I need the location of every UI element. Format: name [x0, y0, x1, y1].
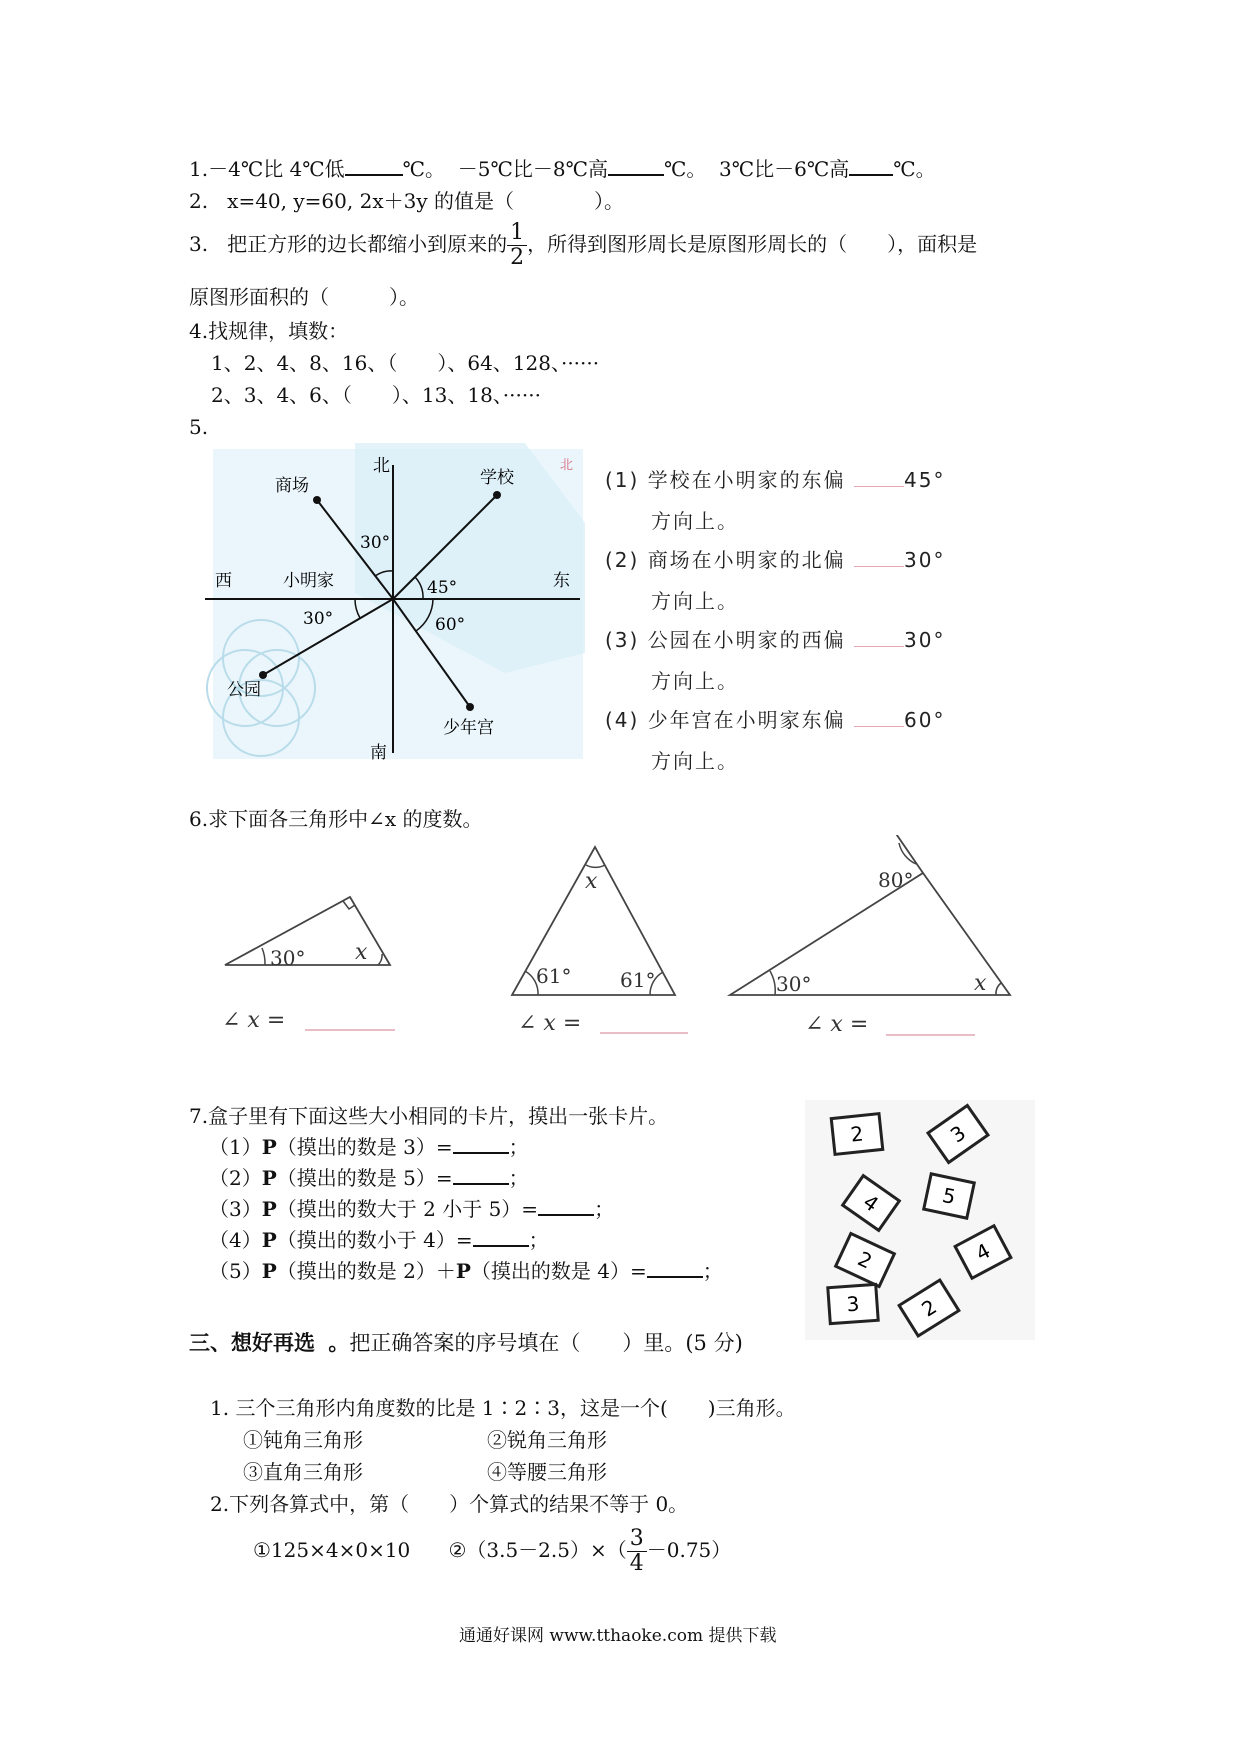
q7-item-3-num: （3）: [209, 1197, 262, 1221]
triangle-3-arc-top: [899, 843, 916, 864]
q3-fraction-num: 1: [507, 221, 527, 246]
map-home-label: 小明家: [283, 571, 334, 591]
s3q2-option-2b: －0.75）: [646, 1538, 732, 1562]
q3-number: 3.: [189, 232, 209, 256]
q5-item-1-text2: 方向上。: [651, 509, 739, 533]
park-point: [259, 671, 267, 679]
triangle-3-angle-top: 80°: [878, 868, 914, 892]
s3q2-fraction-den: 4: [629, 1551, 644, 1576]
triangle-3-x-label: x: [974, 971, 987, 996]
q5-item-2-text: (2) 商场在小明家的北偏: [605, 548, 846, 572]
map-angle-45: 45°: [427, 578, 458, 598]
q1-part-b: －5℃比－8℃高: [457, 157, 608, 181]
q7-title: 7.盒子里有下面这些大小相同的卡片，摸出一张卡片。: [189, 1104, 669, 1128]
triangle-2-x-label: x: [585, 869, 598, 894]
s3q1-option-4: ④等腰三角形: [487, 1460, 607, 1484]
map-north-label: 北: [373, 456, 390, 476]
triangle-2-angle-left: 61°: [536, 964, 572, 988]
q7-item-5-p2: P: [455, 1259, 471, 1283]
q5-item-4-text2: 方向上。: [651, 749, 739, 773]
map-angle-30-left: 30°: [303, 609, 334, 629]
q4-row1: 1、2、4、8、16、（ ）、64、128、······: [211, 351, 600, 375]
s3q2-option-1: ①125×4×0×10: [253, 1538, 411, 1562]
q7-item-5-text1: （摸出的数是 2）＋: [276, 1259, 456, 1283]
triangle-2-angle-right: 61°: [620, 968, 656, 992]
q1-unit-b: ℃。: [663, 157, 707, 181]
q5-item-1: [605, 464, 1025, 544]
q3-post: ，所得到图形周长是原图形周长的（ ），面积是: [527, 232, 978, 256]
q7-item-5: [209, 1258, 723, 1284]
q5-item-3-line: [854, 646, 904, 647]
s3q2-option-2a: ②（3.5－2.5）×（: [448, 1538, 627, 1562]
q1-blank-c[interactable]: [849, 156, 893, 176]
q5-item-3-answer: 30°: [904, 628, 946, 652]
q7-item-3-text: （摸出的数大于 2 小于 5）=: [276, 1197, 539, 1221]
q3-fraction: [507, 221, 527, 270]
map-angle-30-top: 30°: [360, 533, 391, 553]
q7-item-2-end: ；: [508, 1166, 529, 1190]
s3q1-option-2: ②锐角三角形: [487, 1428, 607, 1452]
card: [924, 1174, 975, 1218]
q5-item-2-answer: 30°: [904, 548, 946, 572]
q5-items: [605, 464, 1025, 784]
triangle-3-arc-x: [996, 983, 1001, 995]
map-north-small: 北: [560, 458, 574, 473]
q7-item-5-blank[interactable]: [647, 1258, 703, 1278]
q5-item-4: [605, 704, 1025, 784]
card-label: 4: [858, 1189, 884, 1217]
section3-text: 把正确答案的序号填在（ ）里。(5 分): [349, 1331, 743, 1355]
q7-item-4: [209, 1227, 549, 1253]
q7-item-4-text: （摸出的数小于 4）=: [276, 1228, 473, 1252]
card-label: 3: [945, 1120, 971, 1148]
q1-unit-c: ℃。: [893, 157, 936, 181]
s3q2-options: [253, 1520, 731, 1580]
q3-pre: 把正方形的边长都缩小到原来的: [227, 232, 508, 256]
q7-item-2-p: P: [261, 1166, 277, 1190]
q1-line: [189, 156, 936, 182]
q3-line: [189, 218, 977, 270]
q7-item-3-blank[interactable]: [538, 1196, 594, 1216]
q1-part-c: 3℃比－6℃高: [719, 157, 850, 181]
triangle-1-arc-x: [378, 954, 382, 965]
section3-heading-line: [189, 1330, 743, 1356]
q5-item-1-answer: 45°: [904, 468, 946, 492]
q1-blank-b[interactable]: [608, 156, 664, 176]
q7-item-5-num: （5）: [209, 1259, 262, 1283]
s3q2-text: 2.下列各算式中，第（ ）个算式的结果不等于 0。: [210, 1492, 689, 1516]
direction-map: [205, 443, 585, 763]
q5-item-1-text: (1) 学校在小明家的东偏: [605, 468, 846, 492]
map-west-label: 西: [215, 571, 232, 591]
q7-item-4-blank[interactable]: [473, 1227, 529, 1247]
q3-line2: 原图形面积的（ ）。: [189, 285, 419, 309]
q2-line: [189, 188, 624, 214]
triangle-1-x-label: x: [355, 940, 368, 965]
q5-item-1-line: [854, 486, 904, 487]
school-point: [493, 491, 501, 499]
q7-item-3-end: ；: [594, 1197, 615, 1221]
q5-item-4-line: [854, 726, 904, 727]
section3-heading: 三、想好再选: [189, 1331, 315, 1355]
q6-title: 6.求下面各三角形中∠x 的度数。: [189, 807, 483, 831]
s3q2-fraction-num: 3: [627, 1527, 647, 1552]
mall-point: [313, 496, 321, 504]
q7-item-3: [209, 1196, 614, 1222]
q5-item-3: [605, 624, 1025, 704]
palace-point: [466, 703, 474, 711]
q2-number: 2.: [189, 189, 209, 213]
q1-part-a: －4℃比 4℃低: [208, 157, 345, 181]
q7-item-1-blank[interactable]: [453, 1134, 509, 1154]
q7-item-4-num: （4）: [209, 1228, 262, 1252]
q7-item-1-p: P: [261, 1135, 277, 1159]
q7-item-4-end: ；: [528, 1228, 549, 1252]
q7-item-4-p: P: [261, 1228, 277, 1252]
s3q1-option-1: ①钝角三角形: [243, 1428, 363, 1452]
q7-item-5-end: ；: [702, 1259, 723, 1283]
map-angle-60: 60°: [435, 615, 466, 635]
q7-item-2-blank[interactable]: [453, 1165, 509, 1185]
map-school-label: 学校: [480, 468, 514, 488]
q1-number: 1.: [189, 157, 209, 181]
q7-item-1-num: （1）: [209, 1135, 262, 1159]
footer: 通通好课网 www.tthaoke.com 提供下载: [459, 1626, 777, 1646]
map-park-label: 公园: [227, 680, 261, 700]
q1-unit-a: ℃。: [402, 157, 446, 181]
q4-title: 4.找规律，填数：: [189, 319, 349, 343]
s3q1-text: 1. 三个三角形内角度数的比是 1∶2∶3，这是一个( )三角形。: [210, 1396, 796, 1420]
card-label: 4: [971, 1238, 995, 1266]
q7-item-2: [209, 1165, 529, 1191]
q5-item-4-text: (4) 少年宫在小明家东偏: [605, 708, 846, 732]
cards-figure: [805, 1100, 1035, 1340]
q7-item-5-p1: P: [261, 1259, 277, 1283]
q5-item-2: [605, 544, 1025, 624]
triangle-2-answer-label: ∠ x =: [518, 1011, 582, 1036]
q7-item-1: [209, 1134, 529, 1160]
q5-item-2-line: [854, 566, 904, 567]
q7-item-2-text: （摸出的数是 5）=: [276, 1166, 453, 1190]
triangle-1-answer-label: ∠ x =: [222, 1008, 286, 1033]
q5-number: 5.: [189, 415, 209, 439]
triangle-3-answer-label: ∠ x =: [805, 1012, 869, 1037]
q7-item-5-text2: （摸出的数是 4）=: [470, 1259, 647, 1283]
map-east-label: 东: [553, 571, 570, 591]
triangle-3-arc-left: [770, 971, 775, 995]
q5-item-2-text2: 方向上。: [651, 589, 739, 613]
triangle-2-arc-top: [586, 865, 605, 867]
map-palace-label: 少年宫: [443, 718, 494, 738]
card-label: 2: [854, 1246, 876, 1274]
card-label: 3: [845, 1291, 861, 1317]
q5-item-3-text2: 方向上。: [651, 669, 739, 693]
q7-item-2-num: （2）: [209, 1166, 262, 1190]
q4-row2: 2、3、4、6、（ ）、13、18、······: [211, 383, 541, 407]
q2-text: x=40, y=60, 2x＋3y 的值是（ ）。: [227, 189, 624, 213]
s3q1-option-3: ③直角三角形: [243, 1460, 363, 1484]
q5-item-3-text: (3) 公园在小明家的西偏: [605, 628, 846, 652]
q7-item-3-p: P: [261, 1197, 277, 1221]
triangles-figure: [210, 835, 1030, 1065]
card: [828, 1284, 878, 1323]
q1-blank-a[interactable]: [345, 156, 403, 176]
triangle-1-arc: [262, 948, 265, 965]
s3q2-fraction: [627, 1527, 647, 1576]
map-mall-label: 商场: [275, 476, 309, 496]
triangle-3-angle-left: 30°: [776, 972, 812, 996]
q3-fraction-den: 2: [510, 245, 525, 270]
card-label: 5: [940, 1182, 958, 1210]
card-label: 2: [917, 1294, 941, 1322]
card-label: 2: [849, 1121, 865, 1147]
triangle-1-angle-label: 30°: [270, 946, 306, 970]
q7-item-1-text: （摸出的数是 3）=: [276, 1135, 453, 1159]
q5-item-4-answer: 60°: [904, 708, 946, 732]
q7-item-1-end: ；: [508, 1135, 529, 1159]
section3-dot: 。: [328, 1330, 350, 1355]
card: [831, 1114, 883, 1155]
map-south-label: 南: [370, 743, 387, 763]
